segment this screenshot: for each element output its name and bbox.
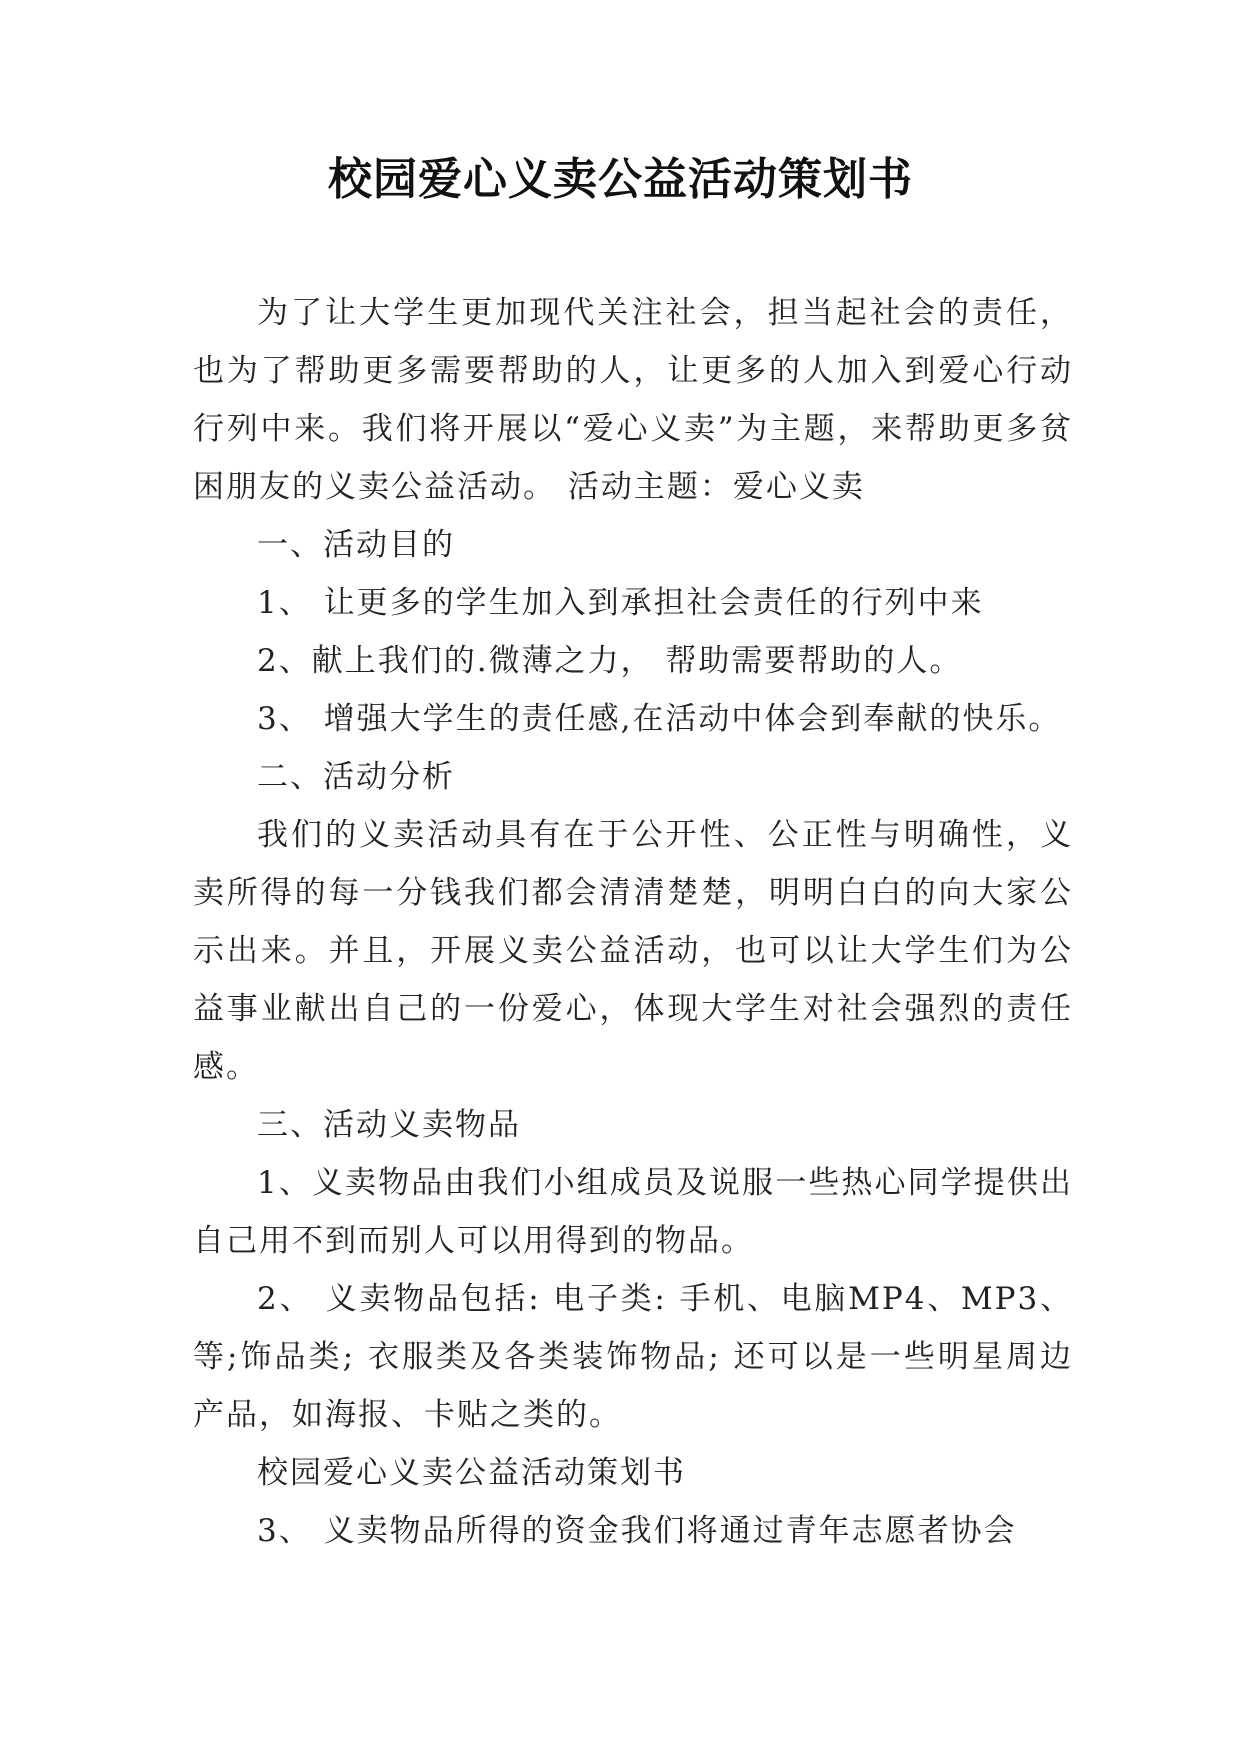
items-paragraph-3: 3、 义卖物品所得的资金我们将通过青年志愿者协会 [257,1513,1017,1549]
section-heading-analysis: 二、活动分析 [257,759,455,795]
items-paragraph-1: 1、义卖物品由我们小组成员及说服一些热心同学提供出自己用不到而别人可以用得到的物品。 [193,1165,1073,1259]
repeated-title-line: 校园爱心义卖公益活动策划书 [257,1455,686,1491]
purpose-item-3: 3、 增强大学生的责任感,在活动中体会到奉献的快乐。 [257,701,1062,737]
purpose-item-1: 1、 让更多的学生加入到承担社会责任的行列中来 [257,585,984,621]
purpose-item-2: 2、献上我们的.微薄之力， 帮助需要帮助的人。 [257,643,963,679]
document-title: 校园爱心义卖公益活动策划书 [328,154,913,205]
items-paragraph-2: 2、 义卖物品包括: 电子类: 手机、电脑MP4、MP3、等;饰品类; 衣服类及各类装饰物品; 还可以是一些明星周边产品，如海报、卡贴之类的。 [193,1281,1073,1433]
document-body [193,284,1073,1560]
section-heading-purpose: 一、活动目的 [257,527,455,563]
intro-paragraph: 为了让大学生更加现代关注社会，担当起社会的责任，也为了帮助更多需要帮助的人，让更多的人加入到爱心行动行列中来。我们将开展以“爱心义卖”为主题，来帮助更多贫困朋友的义卖公益活动。 活动主题：爱心义卖 [193,295,1073,505]
section-heading-items: 三、活动义卖物品 [257,1107,521,1143]
analysis-paragraph: 我们的义卖活动具有在于公开性、公正性与明确性，义卖所得的每一分钱我们都会清清楚楚，明明白白的向大家公示出来。并且，开展义卖公益活动，也可以让大学生们为公益事业献出自己的一份爱心，体现大学生对社会强烈的责任感。 [193,817,1073,1085]
